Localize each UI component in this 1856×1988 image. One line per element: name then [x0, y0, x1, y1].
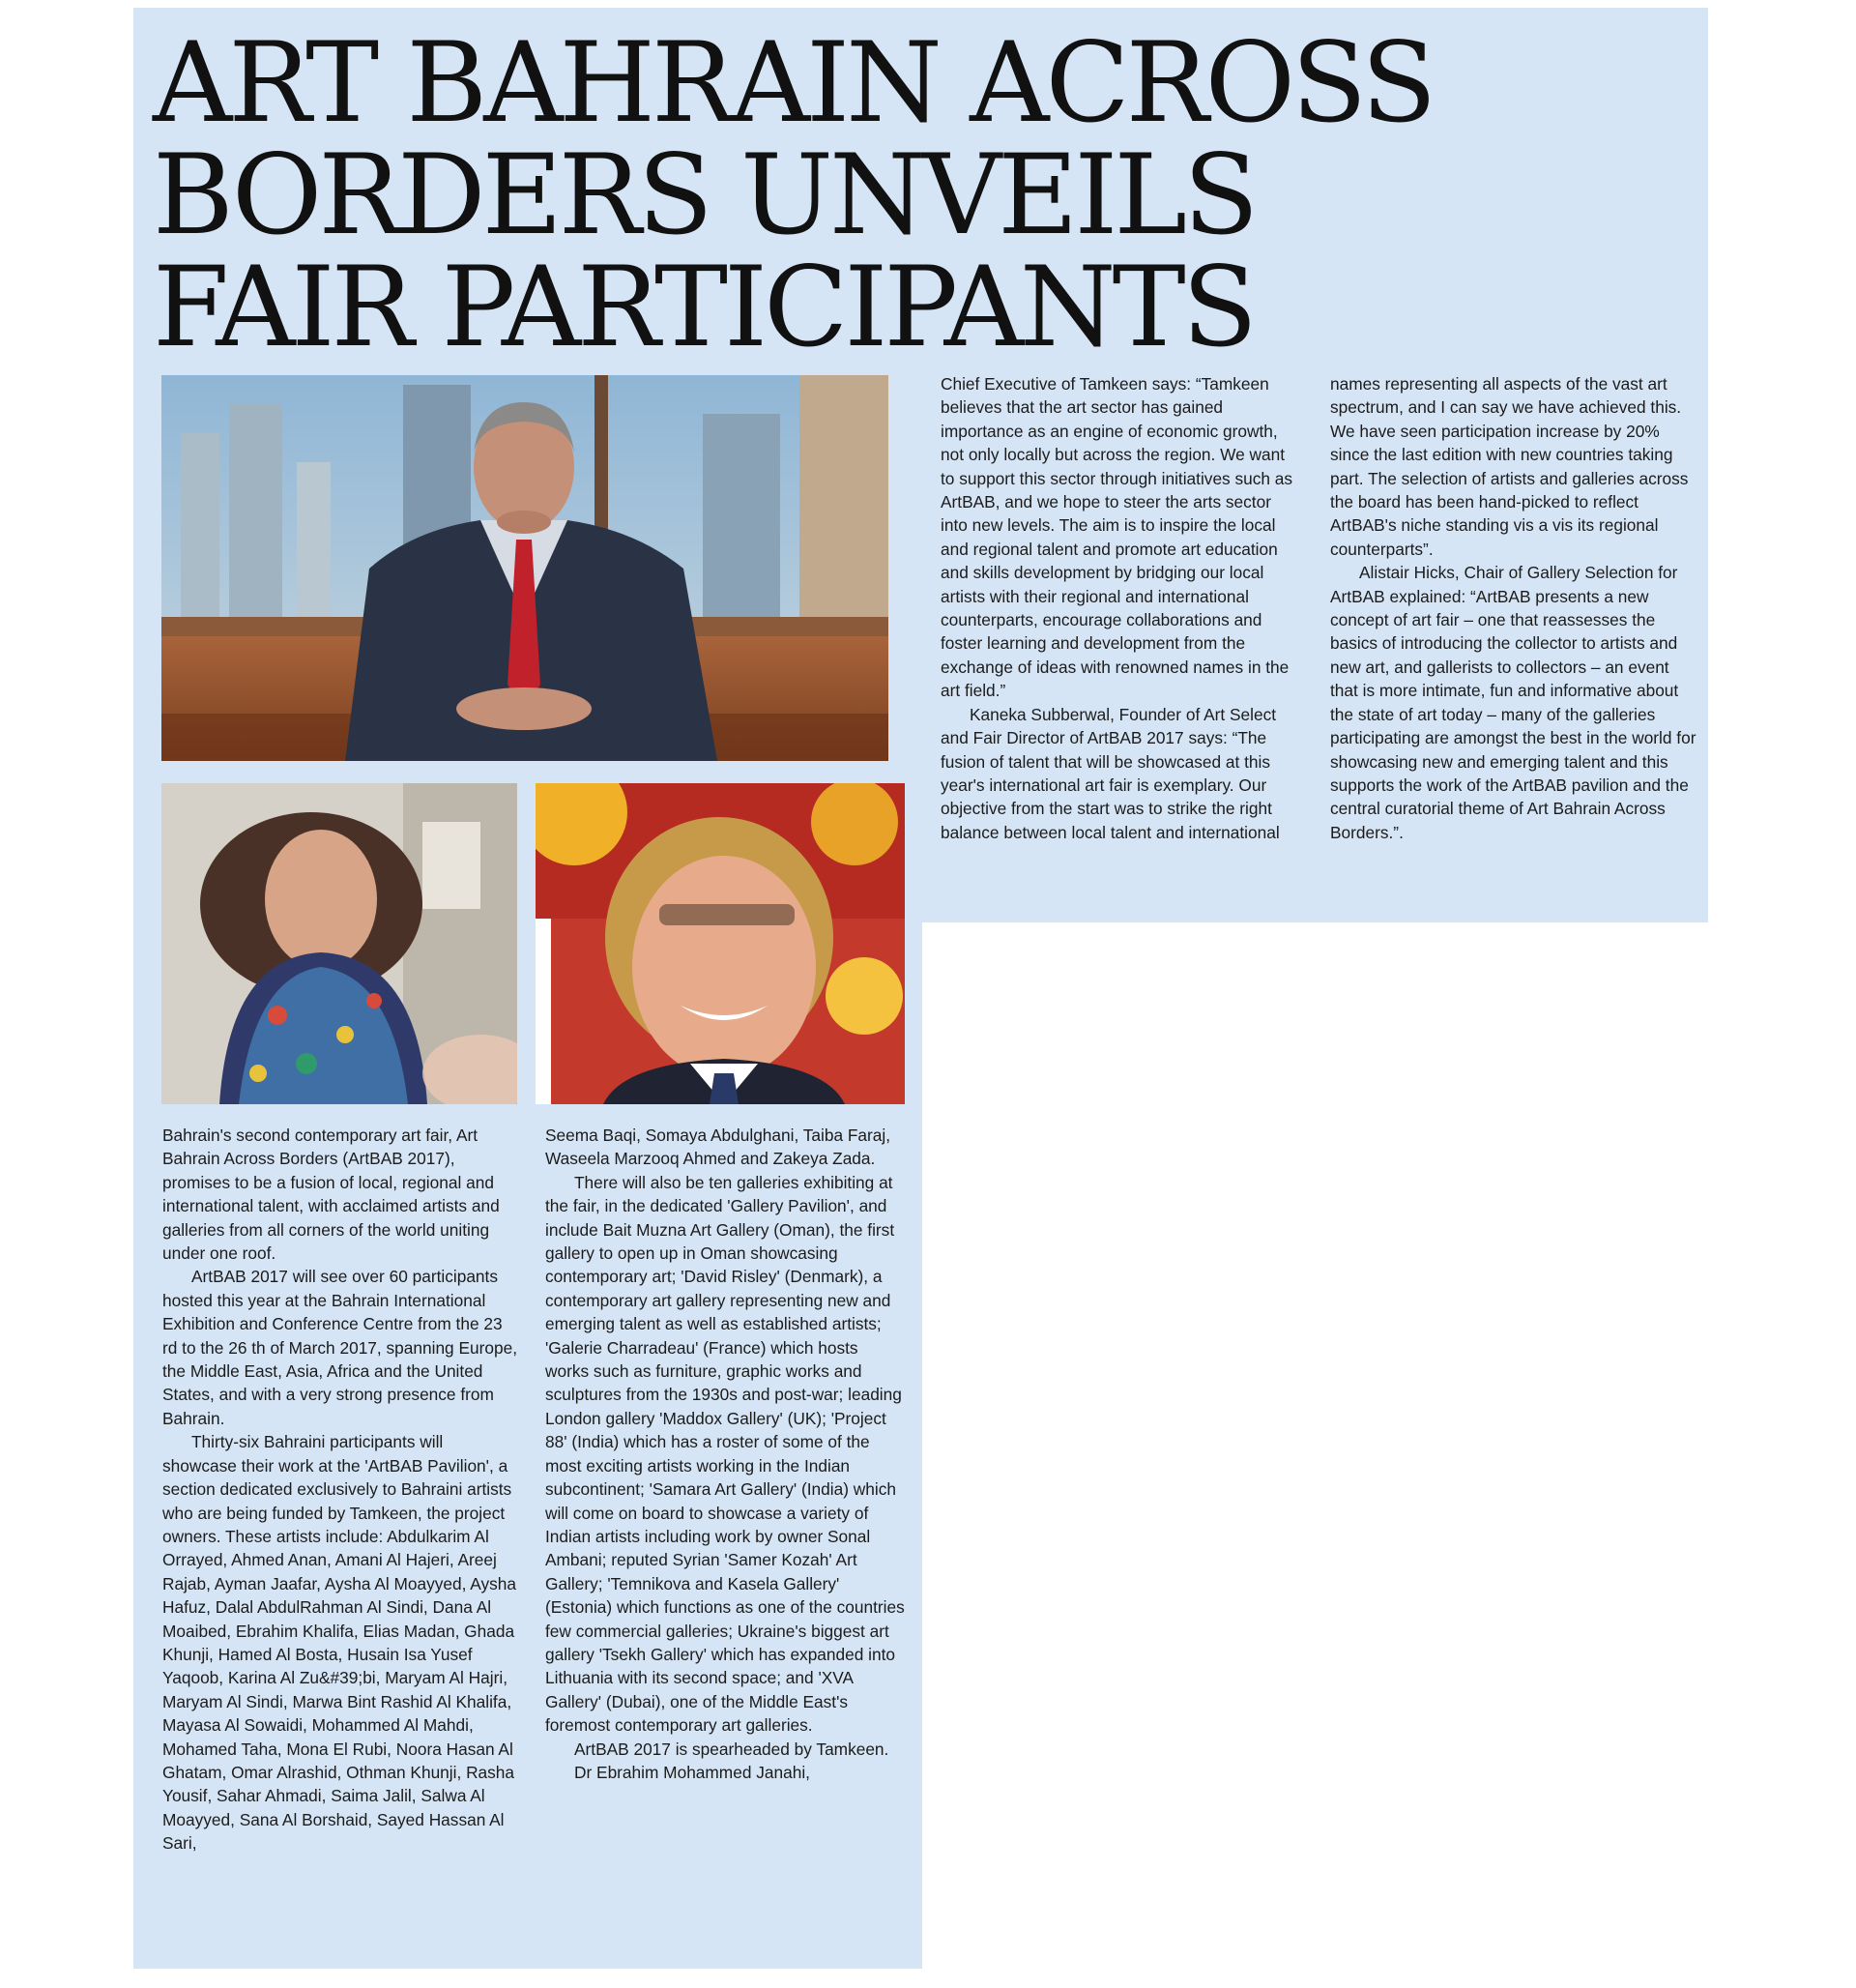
paragraph: Bahrain's second contemporary art fair, Art Bahrain Across Borders (ArtBAB 2017), promises to be a fusion of local, regional and international talent, with acclaimed artists and galleries from all corners of the world uniting under one roof. [162, 1126, 500, 1264]
headline-line-1: ART BAHRAIN ACROSS [153, 18, 1434, 147]
paragraph: Kaneka Subberwal, Founder of Art Select and Fair Director of ArtBAB 2017 says: “The fusion of talent that will be showcased at this year's international art fair is exemplary. Our objective from the start was to strike the right balance between local talent and international [941, 704, 1280, 842]
article-column-4 [1330, 372, 1697, 844]
photo-executive-in-office [161, 375, 888, 761]
paragraph: ArtBAB 2017 will see over 60 participants hosted this year at the Bahrain International Exhibition and Conference Centre from the 23 rd to the 26 th of March 2017, spanning Europe, the Middle East, Asia, Africa and the United States, and with a very strong presence from Bahrain. [162, 1267, 517, 1428]
article-column-3 [941, 372, 1302, 844]
headline-line-2: BORDERS UNVEILS [153, 131, 1256, 259]
paragraph: Seema Baqi, Somaya Abdulghani, Taiba Faraj, Waseela Marzooq Ahmed and Zakeya Zada. [545, 1126, 891, 1169]
article-column-2 [545, 1124, 905, 1784]
paragraph: Dr Ebrahim Mohammed Janahi, [574, 1762, 810, 1782]
headline-line-3: FAIR PARTICIPANTS [153, 243, 1254, 371]
paragraph: ArtBAB 2017 is spearheaded by Tamkeen. [574, 1739, 889, 1759]
photo-man-smiling-with-glasses [536, 783, 905, 1104]
photo-woman-with-scarf [161, 783, 517, 1104]
article-column-1 [162, 1124, 520, 1856]
paragraph: Thirty-six Bahraini participants will showcase their work at the 'ArtBAB Pavilion', a section dedicated exclusively to Bahraini artists who are being funded by Tamkeen, the project owners. These artists include: Abdulkarim Al Orrayed, Ahmed Anan, Amani Al Hajeri, Areej Rajab, Ayman Jaafar, Aysha Al Moayyed, Aysha Hafuz, Dalal AbdulRahman Al Sindi, Dana Al Moaibed, Ebrahim Khalifa, Elias Madan, Ghada Khunji, Hamed Al Bosta, Husain Isa Yusef Yaqoob, Karina Al Zu&#39;bi, Maryam Al Hajri, Maryam Al Sindi, Marwa Bint Rashid Al Khalifa, Mayasa Al Sowaidi, Mohammed Al Mahdi, Mohamed Taha, Mona El Rubi, Noora Hasan Al Ghatam, Omar Alrashid, Othman Khunji, Rasha Yousif, Sahar Ahmadi, Saima Jalil, Salwa Al Moayyed, Sana Al Borshaid, Sayed Hassan Al Sari, [162, 1432, 517, 1854]
headline [153, 18, 1699, 371]
paragraph: names representing all aspects of the vast art spectrum, and I can say we have achieved this. We have seen participation increase by 20% since the last edition with new countries taking part. The selection of artists and galleries across the board has been hand-picked to reflect ArtBAB's niche standing vis a vis its regional counterparts”. [1330, 374, 1689, 559]
paragraph: There will also be ten galleries exhibiting at the fair, in the dedicated 'Gallery Pavilion', and include Bait Muzna Art Gallery (Oman), the first gallery to open up in Oman showcasing contemporary art; 'David Risley' (Denmark), a contemporary art gallery representing new and emerging talent as well as established artists; 'Galerie Charradeau' (France) which hosts works such as furniture, graphic works and sculptures from the 1930s and post-war; leading London gallery 'Maddox Gallery' (UK); 'Project 88' (India) which has a roster of some of the most exciting artists working in the Indian subcontinent; 'Samara Art Gallery' (India) which will come on board to showcase a variety of Indian artists including work by owner Sonal Ambani; reputed Syrian 'Samer Kozah' Art Gallery; 'Temnikova and Kasela Gallery' (Estonia) which functions as one of the countries few commercial galleries; Ukraine's biggest art gallery 'Tsekh Gallery' which has expanded into Lithuania with its second space; and 'XVA Gallery' (Dubai), one of the Middle East's foremost contemporary art galleries. [545, 1172, 905, 1736]
paragraph: Chief Executive of Tamkeen says: “Tamkeen believes that the art sector has gained importance as an engine of economic growth, not only locally but across the region. We want to support this sector through initiatives such as ArtBAB, and we hope to steer the arts sector into new levels. The aim is to inspire the local and regional talent and promote art education and skills development by bridging our local artists with their regional and international counterparts, encourage collaborations and foster learning and development from the exchange of ideas with renowned names in the art field.” [941, 374, 1293, 701]
paragraph: Alistair Hicks, Chair of Gallery Selection for ArtBAB explained: “ArtBAB presents a new concept of art fair – one that reassesses the basics of introducing the collector to artists and new art, and gallerists to collectors – an event that is more intimate, fun and informative about the state of art today – many of the galleries participating are amongst the best in the world for showcasing new and emerging talent and this supports the work of the ArtBAB pavilion and the central curatorial theme of Art Bahrain Across Borders.”. [1330, 563, 1696, 842]
